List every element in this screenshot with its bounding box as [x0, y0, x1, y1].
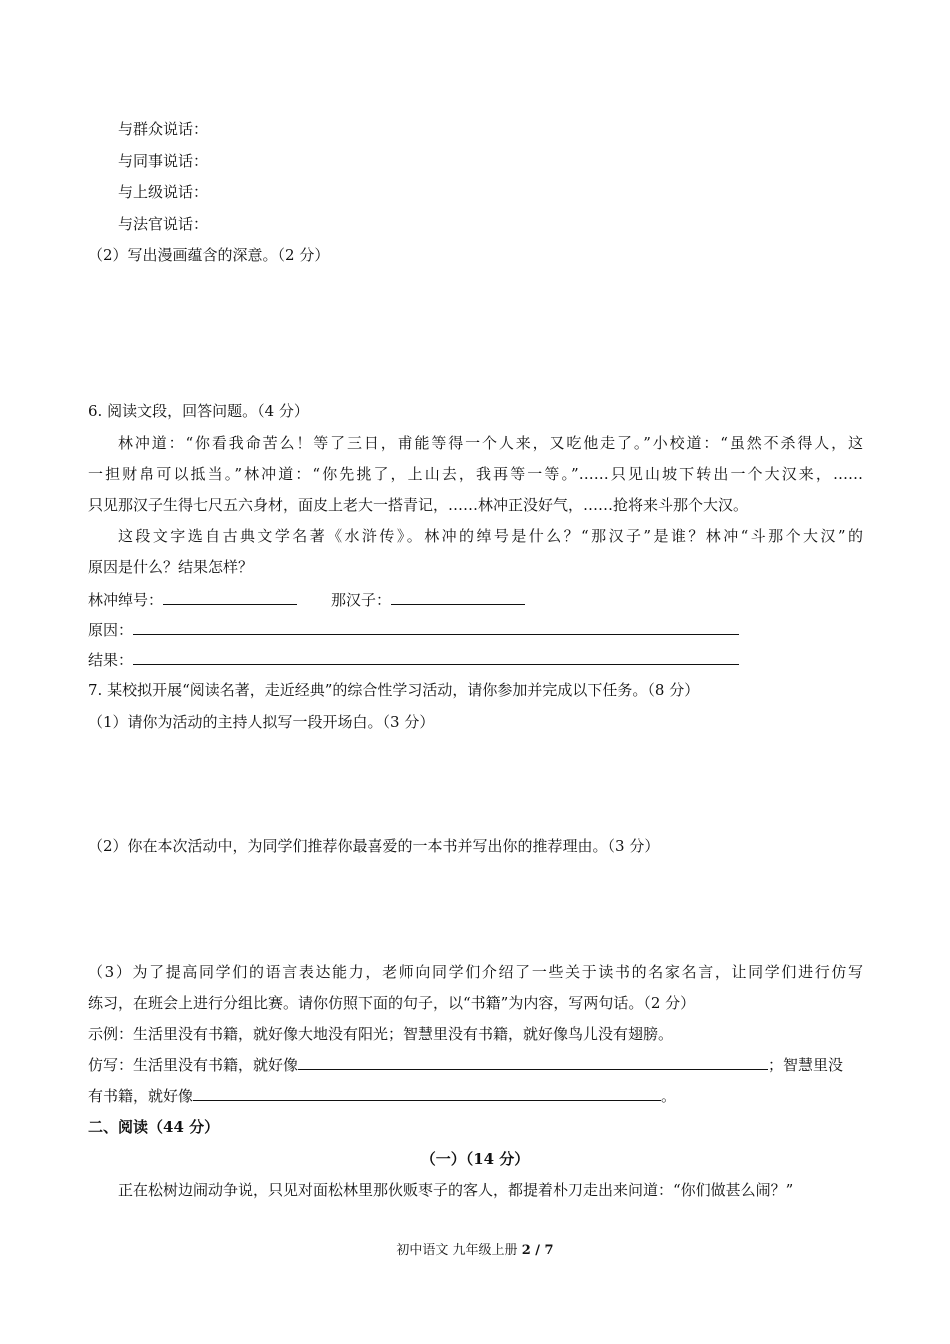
q5-part2: （2）写出漫画蕴含的深意。（2 分）	[88, 246, 330, 264]
footer-page-number: 2 / 7	[521, 1243, 554, 1258]
q7-imitate-b: ；智慧里没	[768, 1056, 844, 1074]
page-footer	[0, 1242, 950, 1260]
section2-sub-heading: （一）（14 分）	[420, 1150, 530, 1168]
q6-answer-row-result	[88, 649, 868, 671]
q7-heading: 7. 某校拟开展“阅读名著，走近经典”的综合性学习活动，请你参加并完成以下任务。（8 分）	[88, 681, 700, 699]
q6-answer-row-1	[88, 589, 868, 611]
q5-line-masses: 与群众说话：	[118, 120, 209, 138]
q5-line-judge: 与法官说话：	[118, 215, 209, 233]
q6-passage-line-3: 只见那汉子生得七尺五六身材，面皮上老大一搭青记，……林冲正没好气，……抢将来斗那个大汉。	[88, 496, 749, 514]
q7-imitate-blank-1[interactable]	[298, 1054, 768, 1070]
q7-imitate-a: 仿写：生活里没有书籍，就好像	[88, 1056, 299, 1074]
q5-line-superiors: 与上级说话：	[118, 183, 209, 201]
q5-line-colleagues: 与同事说话：	[118, 152, 209, 170]
q7-imitate-row-2	[88, 1085, 868, 1107]
q6-question-line-2: 原因是什么？结果怎样？	[88, 558, 254, 576]
footer-subject: 初中语文 九年级上册	[396, 1243, 518, 1258]
q6-reason-blank[interactable]	[133, 619, 739, 635]
q6-heading: 6. 阅读文段，回答问题。（4 分）	[88, 402, 309, 420]
q6-label-reason: 原因：	[88, 621, 134, 639]
q6-answer-row-reason	[88, 619, 868, 641]
q6-label-man: 那汉子：	[331, 591, 392, 609]
q7-part1: （1）请你为活动的主持人拟写一段开场白。（3 分）	[88, 713, 435, 731]
section2-first-line: 正在松树边闹动争说，只见对面松林里那伙贩枣子的客人，都提着朴刀走出来问道：“你们做甚么闹？”	[118, 1181, 794, 1199]
q6-label-result: 结果：	[88, 651, 134, 669]
q7-imitate-end: 。	[661, 1087, 677, 1105]
q6-passage-line-2: 一担财帛可以抵当。”林冲道：“你先挑了，上山去，我再等一等。”……只见山坡下转出一个大汉来，……	[88, 465, 863, 483]
q6-question-line-1: 这段文字选自古典文学名著《水浒传》。林冲的绰号是什么？“那汉子”是谁？林冲“斗那个大汉”的	[118, 527, 863, 545]
q6-label-nickname: 林冲绰号：	[88, 591, 164, 609]
q7-part2: （2）你在本次活动中，为同学们推荐你最喜爱的一本书并写出你的推荐理由。（3 分）	[88, 837, 660, 855]
q6-result-blank[interactable]	[133, 649, 739, 665]
q7-imitate-c: 有书籍，就好像	[88, 1087, 194, 1105]
q6-passage-line-1: 林冲道：“你看我命苦么！等了三日，甫能等得一个人来，又吃他走了。”小校道：“虽然不杀得人，这	[118, 434, 863, 452]
q7-imitate-blank-2[interactable]	[193, 1085, 661, 1101]
q7-part3-line-2: 练习，在班会上进行分组比赛。请你仿照下面的句子，以“书籍”为内容，写两句话。（2 分）	[88, 994, 696, 1012]
section2-heading: 二、阅读（44 分）	[88, 1118, 220, 1136]
q7-imitate-row-1	[88, 1054, 868, 1076]
q6-man-blank[interactable]	[391, 589, 525, 605]
q7-part3-line-1: （3）为了提高同学们的语言表达能力，老师向同学们介绍了一些关于读书的名家名言，让同学们进行仿写	[88, 963, 863, 981]
q7-example: 示例：生活里没有书籍，就好像大地没有阳光；智慧里没有书籍，就好像鸟儿没有翅膀。	[88, 1025, 674, 1043]
q6-nickname-blank[interactable]	[163, 589, 297, 605]
